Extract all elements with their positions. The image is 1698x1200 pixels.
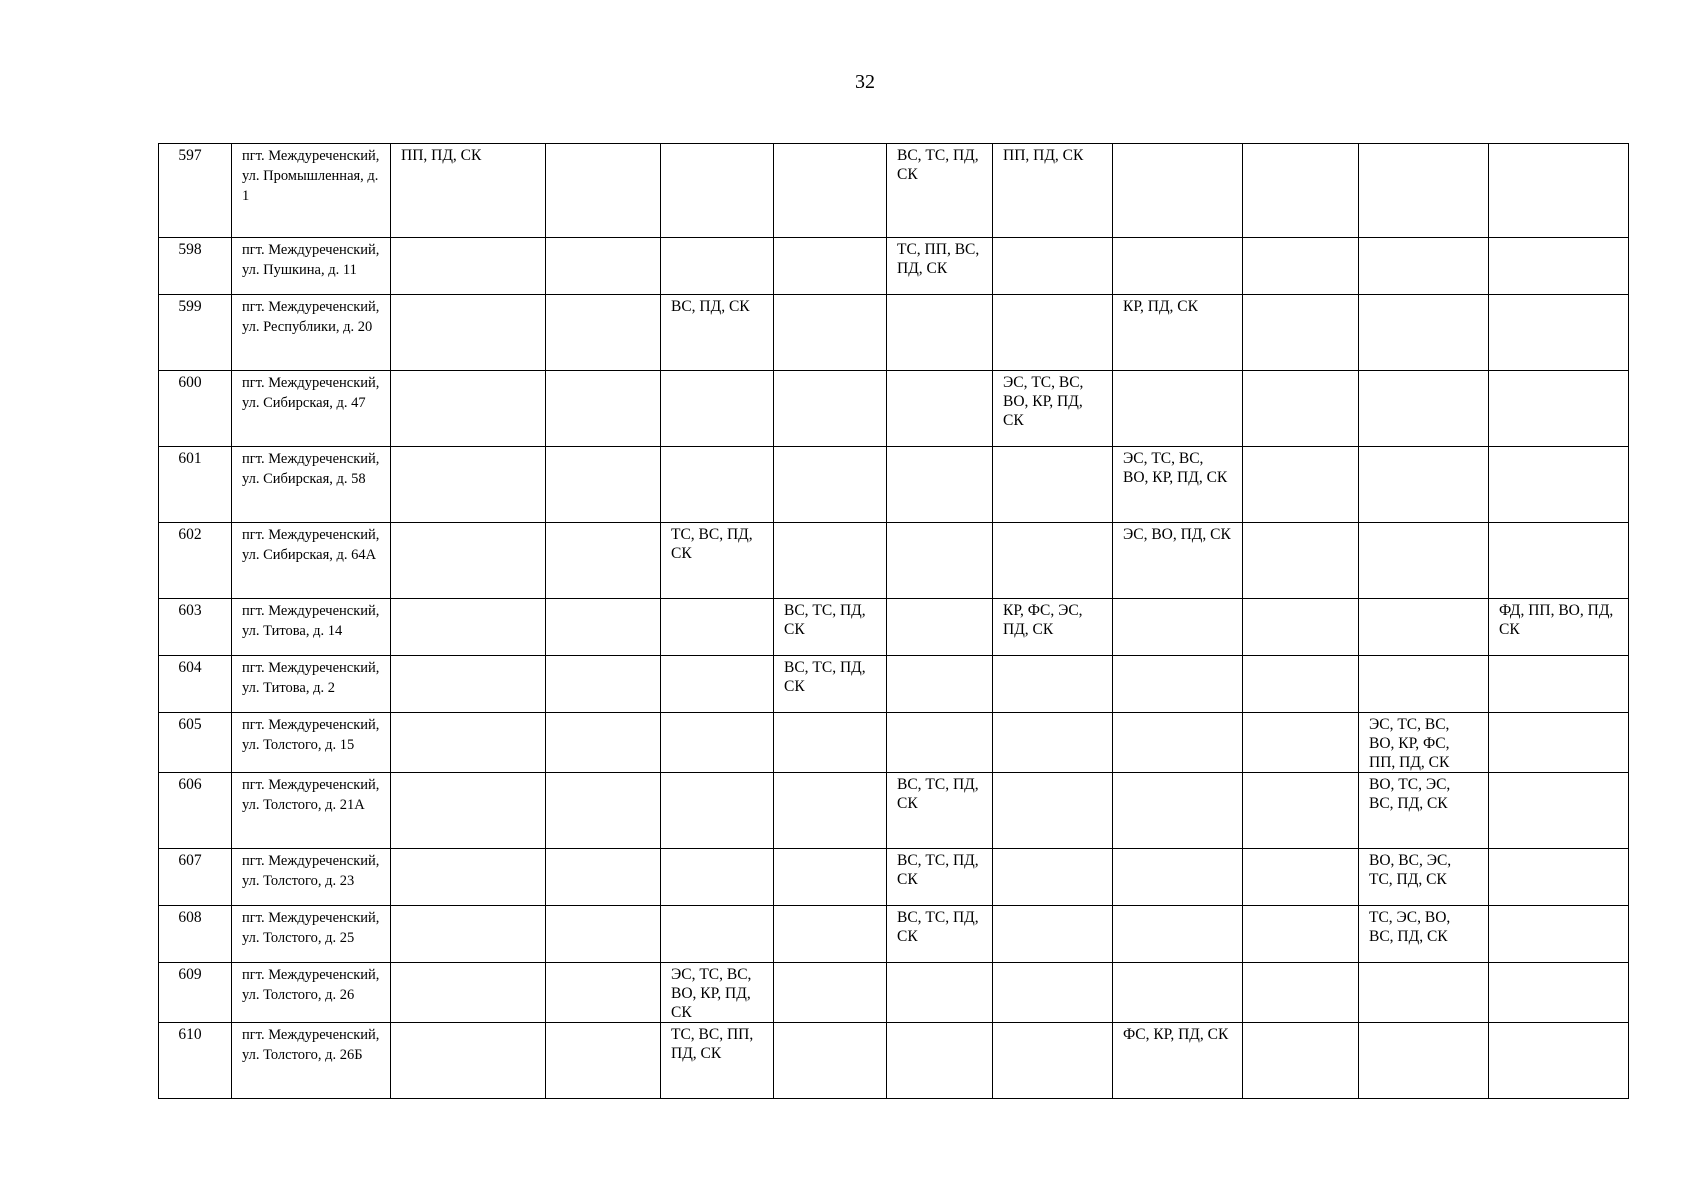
work-type-cell [993, 773, 1113, 849]
work-type-cell [993, 1023, 1113, 1099]
work-type-cell [1243, 963, 1359, 1023]
work-type-cell [1359, 963, 1489, 1023]
table-row [159, 906, 1629, 963]
work-type-cell: ВС, ТС, ПД, СК [774, 656, 887, 713]
work-type-cell: ПП, ПД, СК [391, 144, 546, 238]
work-type-cell [1243, 447, 1359, 523]
address-text: пгт. Междуреченский, ул. Титова, д. 14 [242, 603, 380, 639]
work-type-cell [1243, 238, 1359, 295]
work-type-cell [993, 849, 1113, 906]
work-type-cell [1359, 523, 1489, 599]
table-row [159, 1023, 1629, 1099]
work-type-cell [391, 656, 546, 713]
work-type-cell [774, 906, 887, 963]
work-type-cell [887, 295, 993, 371]
work-type-cell [546, 371, 661, 447]
work-type-cell [993, 238, 1113, 295]
work-type-cell [1359, 1023, 1489, 1099]
work-type-cell [661, 447, 774, 523]
work-type-cell [1113, 144, 1243, 238]
work-type-cell [1113, 371, 1243, 447]
address-cell [232, 144, 391, 238]
work-type-cell [1113, 599, 1243, 656]
work-type-cell: ВС, ТС, ПД, СК [887, 849, 993, 906]
table-row [159, 599, 1629, 656]
work-type-cell [774, 447, 887, 523]
address-text: пгт. Междуреченский, ул. Республики, д. 20 [242, 299, 380, 335]
work-type-cell [1489, 713, 1629, 773]
work-type-cell: КР, ПД, СК [1113, 295, 1243, 371]
work-type-cell: ТС, ЭС, ВО, ВС, ПД, СК [1359, 906, 1489, 963]
address-cell [232, 713, 391, 773]
table-row [159, 295, 1629, 371]
work-type-cell [774, 238, 887, 295]
work-type-cell [661, 599, 774, 656]
work-type-cell [391, 599, 546, 656]
work-type-cell [661, 713, 774, 773]
work-type-cell [546, 238, 661, 295]
work-type-cell [887, 599, 993, 656]
work-type-cell [391, 447, 546, 523]
address-text: пгт. Междуреченский, ул. Толстого, д. 23 [242, 853, 380, 889]
work-type-cell [546, 523, 661, 599]
work-type-cell [661, 371, 774, 447]
work-type-cell: ФС, КР, ПД, СК [1113, 1023, 1243, 1099]
work-type-cell [774, 713, 887, 773]
work-type-cell [546, 447, 661, 523]
work-type-cell [1489, 295, 1629, 371]
work-type-cell [546, 599, 661, 656]
row-number-cell: 600 [159, 371, 232, 447]
work-type-cell [1359, 371, 1489, 447]
work-type-cell [993, 713, 1113, 773]
work-type-cell [1113, 849, 1243, 906]
work-type-cell [391, 238, 546, 295]
work-type-cell: ВО, ВС, ЭС, ТС, ПД, СК [1359, 849, 1489, 906]
work-type-cell: ВС, ТС, ПД, СК [887, 906, 993, 963]
work-type-cell [1113, 656, 1243, 713]
work-type-cell [1243, 713, 1359, 773]
row-number-cell: 605 [159, 713, 232, 773]
work-type-cell [546, 773, 661, 849]
work-type-cell: ВС, ПД, СК [661, 295, 774, 371]
address-cell [232, 1023, 391, 1099]
work-type-cell [391, 1023, 546, 1099]
work-type-cell [1489, 238, 1629, 295]
work-type-cell [774, 1023, 887, 1099]
work-type-cell [391, 906, 546, 963]
work-type-cell: ТС, ВС, ПД, СК [661, 523, 774, 599]
work-type-cell [546, 713, 661, 773]
address-cell [232, 773, 391, 849]
address-text: пгт. Междуреченский, ул. Пушкина, д. 11 [242, 242, 380, 278]
table-row [159, 371, 1629, 447]
work-type-cell [1113, 238, 1243, 295]
work-type-cell [887, 963, 993, 1023]
work-type-cell [887, 656, 993, 713]
work-type-cell [661, 906, 774, 963]
work-type-cell [661, 144, 774, 238]
row-number-cell: 598 [159, 238, 232, 295]
work-type-cell [1359, 295, 1489, 371]
work-type-cell [546, 656, 661, 713]
address-cell [232, 523, 391, 599]
address-text: пгт. Междуреченский, ул. Сибирская, д. 58 [242, 451, 380, 487]
work-type-cell: ТС, ВС, ПП, ПД, СК [661, 1023, 774, 1099]
address-cell [232, 447, 391, 523]
work-type-cell: ВС, ТС, ПД, СК [887, 773, 993, 849]
work-type-cell [774, 144, 887, 238]
work-type-cell [1243, 371, 1359, 447]
work-type-cell [1489, 523, 1629, 599]
work-type-cell: ЭС, ВО, ПД, СК [1113, 523, 1243, 599]
row-number-cell: 597 [159, 144, 232, 238]
address-cell [232, 371, 391, 447]
work-type-cell [1489, 849, 1629, 906]
work-type-cell [1243, 1023, 1359, 1099]
work-type-cell [1489, 371, 1629, 447]
work-type-cell [391, 371, 546, 447]
work-type-cell: ПП, ПД, СК [993, 144, 1113, 238]
table-row [159, 523, 1629, 599]
work-type-cell: КР, ФС, ЭС, ПД, СК [993, 599, 1113, 656]
work-type-cell [774, 963, 887, 1023]
work-type-cell: ВС, ТС, ПД, СК [774, 599, 887, 656]
row-number-cell: 610 [159, 1023, 232, 1099]
work-type-cell [1489, 773, 1629, 849]
work-type-cell [1113, 713, 1243, 773]
work-type-cell [546, 1023, 661, 1099]
table-row [159, 713, 1629, 773]
address-text: пгт. Междуреченский, ул. Титова, д. 2 [242, 660, 380, 696]
address-text: пгт. Междуреченский, ул. Толстого, д. 26Б [242, 1027, 380, 1063]
work-type-cell [887, 447, 993, 523]
work-type-cell [1359, 144, 1489, 238]
address-text: пгт. Междуреченский, ул. Толстого, д. 21А [242, 777, 380, 813]
work-type-cell: ЭС, ТС, ВС, ВО, КР, ПД, СК [993, 371, 1113, 447]
work-type-cell [887, 1023, 993, 1099]
work-type-cell [774, 295, 887, 371]
work-type-cell: ВО, ТС, ЭС, ВС, ПД, СК [1359, 773, 1489, 849]
work-type-cell [391, 773, 546, 849]
work-type-cell [1243, 773, 1359, 849]
work-type-cell [887, 713, 993, 773]
work-type-cell [391, 295, 546, 371]
work-type-cell [774, 773, 887, 849]
work-type-cell [546, 963, 661, 1023]
work-type-cell [993, 656, 1113, 713]
address-text: пгт. Междуреченский, ул. Сибирская, д. 47 [242, 375, 380, 411]
table-body [159, 144, 1629, 1099]
work-type-cell [1359, 656, 1489, 713]
work-type-cell [1489, 906, 1629, 963]
row-number-cell: 601 [159, 447, 232, 523]
table-row [159, 656, 1629, 713]
work-type-cell [661, 849, 774, 906]
work-type-cell [774, 371, 887, 447]
row-number-cell: 606 [159, 773, 232, 849]
work-type-cell [661, 238, 774, 295]
address-cell [232, 849, 391, 906]
work-type-cell [546, 849, 661, 906]
work-type-cell [993, 963, 1113, 1023]
work-type-cell [993, 906, 1113, 963]
work-type-cell [391, 963, 546, 1023]
row-number-cell: 603 [159, 599, 232, 656]
address-text: пгт. Междуреченский, ул. Промышленная, д. 1 [242, 148, 380, 204]
work-type-cell [993, 447, 1113, 523]
work-type-cell [1243, 906, 1359, 963]
work-type-cell [887, 523, 993, 599]
work-type-cell [1113, 773, 1243, 849]
work-type-cell [391, 849, 546, 906]
work-type-cell [1243, 295, 1359, 371]
table-row [159, 144, 1629, 238]
row-number-cell: 608 [159, 906, 232, 963]
work-type-cell [1489, 656, 1629, 713]
table-row [159, 963, 1629, 1023]
work-type-cell [1359, 447, 1489, 523]
work-type-cell [1243, 849, 1359, 906]
work-type-cell [546, 906, 661, 963]
work-type-cell [1243, 599, 1359, 656]
work-type-cell [391, 523, 546, 599]
page-number: 32 [855, 71, 875, 93]
address-cell [232, 238, 391, 295]
row-number-cell: 599 [159, 295, 232, 371]
row-number-cell: 607 [159, 849, 232, 906]
work-type-cell: ФД, ПП, ВО, ПД, СК [1489, 599, 1629, 656]
work-type-cell [774, 849, 887, 906]
work-type-cell [774, 523, 887, 599]
work-type-cell [1243, 144, 1359, 238]
work-type-cell: ЭС, ТС, ВС, ВО, КР, ПД, СК [661, 963, 774, 1023]
work-type-cell: ВС, ТС, ПД, СК [887, 144, 993, 238]
work-type-cell [1243, 656, 1359, 713]
address-text: пгт. Междуреченский, ул. Толстого, д. 15 [242, 717, 380, 753]
work-type-cell [993, 523, 1113, 599]
address-cell [232, 906, 391, 963]
address-cell [232, 295, 391, 371]
work-type-cell [546, 144, 661, 238]
table-row [159, 238, 1629, 295]
work-type-cell [1113, 963, 1243, 1023]
table-row [159, 773, 1629, 849]
works-table [158, 143, 1629, 1099]
row-number-cell: 609 [159, 963, 232, 1023]
work-type-cell [1489, 963, 1629, 1023]
work-type-cell [1359, 599, 1489, 656]
row-number-cell: 604 [159, 656, 232, 713]
work-type-cell [993, 295, 1113, 371]
work-type-cell [1489, 144, 1629, 238]
work-type-cell [1489, 1023, 1629, 1099]
work-type-cell [546, 295, 661, 371]
work-type-cell [661, 656, 774, 713]
work-type-cell [1243, 523, 1359, 599]
work-type-cell [1489, 447, 1629, 523]
work-type-cell: ЭС, ТС, ВС, ВО, КР, ФС, ПП, ПД, СК [1359, 713, 1489, 773]
table-row [159, 447, 1629, 523]
work-type-cell [661, 773, 774, 849]
row-number-cell: 602 [159, 523, 232, 599]
work-type-cell: ТС, ПП, ВС, ПД, СК [887, 238, 993, 295]
work-type-cell [887, 371, 993, 447]
work-type-cell: ЭС, ТС, ВС, ВО, КР, ПД, СК [1113, 447, 1243, 523]
table-row [159, 849, 1629, 906]
address-cell [232, 963, 391, 1023]
address-cell [232, 599, 391, 656]
address-cell [232, 656, 391, 713]
address-text: пгт. Междуреченский, ул. Сибирская, д. 64А [242, 527, 380, 563]
address-text: пгт. Междуреченский, ул. Толстого, д. 26 [242, 967, 380, 1003]
work-type-cell [391, 713, 546, 773]
work-type-cell [1113, 906, 1243, 963]
work-type-cell [1359, 238, 1489, 295]
address-text: пгт. Междуреченский, ул. Толстого, д. 25 [242, 910, 380, 946]
